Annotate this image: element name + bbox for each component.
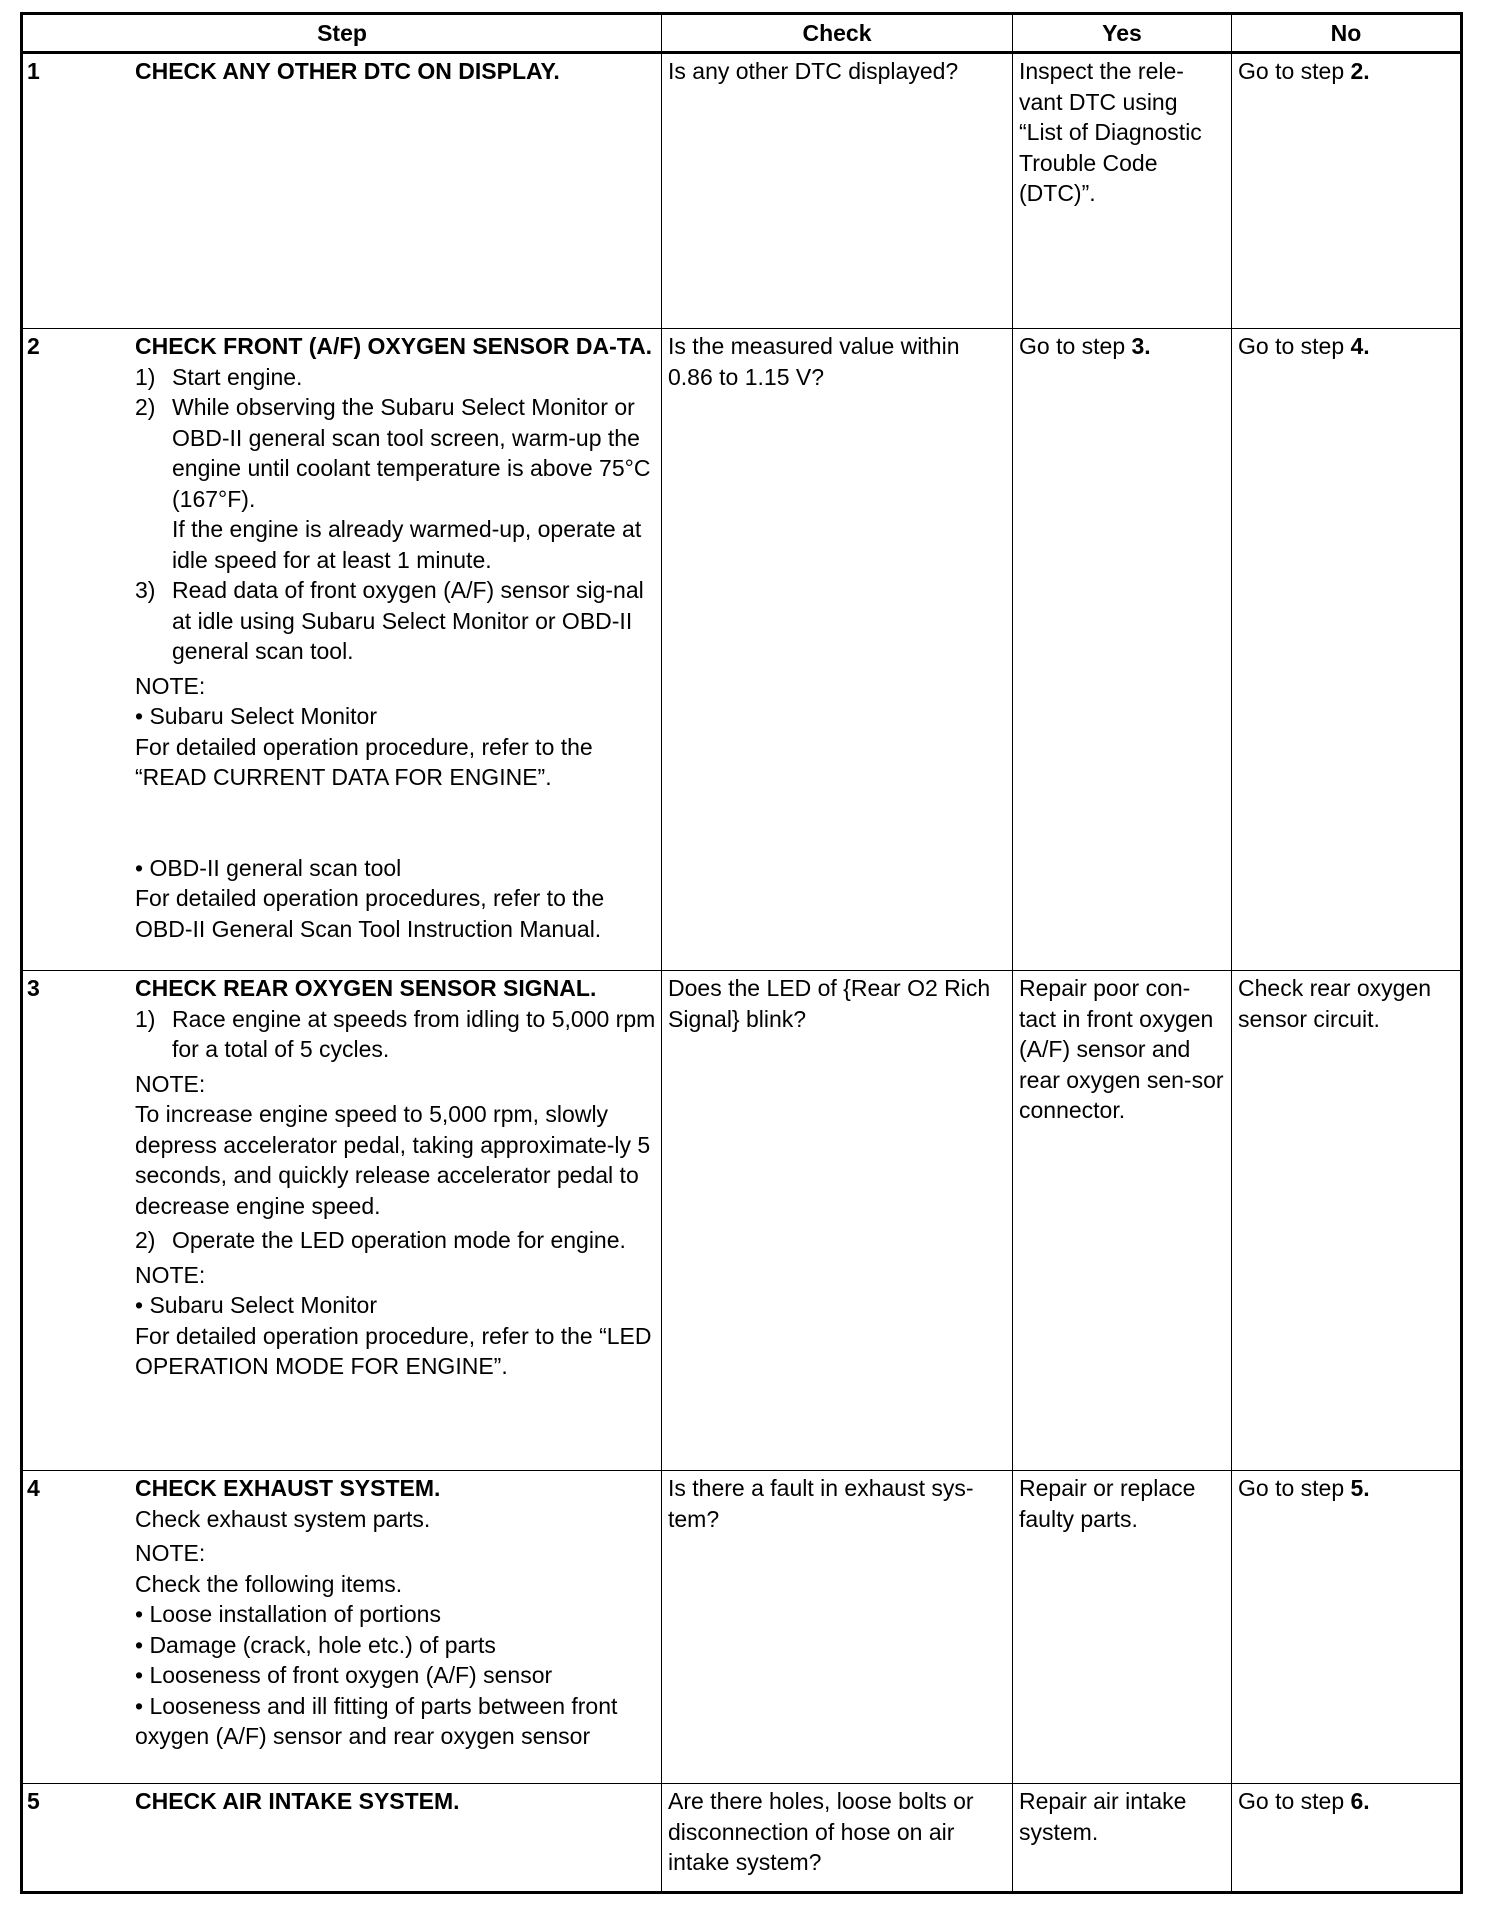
step-title: CHECK FRONT (A/F) OXYGEN SENSOR DA-TA. [135, 333, 653, 359]
note-label: NOTE: [135, 672, 206, 699]
step-title: CHECK EXHAUST SYSTEM. [135, 1475, 441, 1501]
note-label: NOTE: [135, 1261, 206, 1288]
procedure-list [135, 362, 659, 667]
list-item [135, 392, 659, 575]
item-text: Start engine. [172, 363, 303, 390]
item-text: Race engine at speeds from idling to 5,000 rpm for a total of 5 cycles. [172, 1005, 656, 1062]
table-row [22, 53, 1462, 329]
item-text-continued: If the engine is already warmed-up, operate at idle speed for at least 1 minute. [172, 516, 642, 573]
step-reference: 6. [1350, 1788, 1370, 1814]
step-title: CHECK AIR INTAKE SYSTEM. [135, 1788, 460, 1814]
item-text: Operate the LED operation mode for engine. [172, 1227, 626, 1253]
yes-cell: Repair or replace faulty parts. [1013, 1471, 1232, 1784]
item-number: 2) [135, 1227, 156, 1253]
step-number: 2 [27, 333, 40, 359]
note-bullet: • Looseness and ill fitting of parts between front oxygen (A/F) sensor and rear oxygen sensor [135, 1692, 618, 1749]
step-cell [22, 971, 662, 1471]
no-text: Go to step [1238, 333, 1351, 359]
yes-cell [1013, 329, 1232, 971]
no-cell [1232, 1471, 1462, 1784]
step-cell [22, 329, 662, 971]
note-text: Check the following items. [135, 1570, 403, 1597]
note-text: To increase engine speed to 5,000 rpm, slowly depress accelerator pedal, taking approximate-ly 5 seconds, and quickly release accelerator pedal to decrease engine speed. [135, 1101, 651, 1219]
no-cell [1232, 329, 1462, 971]
note-bullet: • Subaru Select Monitor [135, 703, 378, 729]
header-step: Step [22, 14, 662, 53]
note-text: For detailed operation procedure, refer to the “LED OPERATION MODE FOR ENGINE”. [135, 1322, 652, 1379]
step-reference: 4. [1350, 333, 1370, 359]
note-bullet: • Looseness of front oxygen (A/F) sensor [135, 1662, 553, 1688]
step-cell [22, 1784, 662, 1893]
list-item [135, 1225, 659, 1256]
no-text: Go to step [1238, 58, 1351, 84]
step-subtitle: Check exhaust system parts. [135, 1505, 431, 1532]
note-block [135, 1260, 659, 1382]
item-text: Read data of front oxygen (A/F) sensor sig-nal at idle using Subaru Select Monitor or OBD-II general scan tool. [172, 577, 644, 664]
step-title: CHECK REAR OXYGEN SENSOR SIGNAL. [135, 975, 597, 1001]
header-row [22, 14, 1462, 53]
note-bullet: • OBD-II general scan tool [135, 854, 402, 881]
diagnostic-table [20, 12, 1463, 1894]
step-number: 5 [27, 1788, 40, 1814]
header-yes: Yes [1013, 14, 1232, 53]
no-text: Go to step [1238, 1788, 1351, 1814]
step-number: 3 [27, 975, 40, 1001]
yes-cell: Repair poor con-tact in front oxygen (A/F) sensor and rear oxygen sen-sor connector. [1013, 971, 1232, 1471]
note-text: For detailed operation procedures, refer to the OBD-II General Scan Tool Instruction Manual. [135, 885, 605, 942]
step-reference: 5. [1350, 1475, 1370, 1501]
item-text-group [172, 392, 659, 575]
table-row [22, 1784, 1462, 1893]
note-text: For detailed operation procedure, refer to the “READ CURRENT DATA FOR ENGINE”. [135, 733, 593, 790]
step-reference: 3. [1131, 333, 1151, 359]
no-cell [1232, 53, 1462, 329]
step-cell [22, 53, 662, 329]
yes-cell: Inspect the rele-vant DTC using “List of Diagnostic Trouble Code (DTC)”. [1013, 53, 1232, 329]
table-row [22, 971, 1462, 1471]
table-header [22, 14, 1462, 53]
check-cell: Is there a fault in exhaust sys-tem? [662, 1471, 1013, 1784]
check-cell: Does the LED of {Rear O2 Rich Signal} blink? [662, 971, 1013, 1471]
item-number: 2) [135, 394, 156, 420]
step-reference: 2. [1350, 58, 1370, 84]
no-cell [1232, 1784, 1462, 1893]
note-bullet: • Subaru Select Monitor [135, 1292, 378, 1318]
note-block [135, 671, 659, 945]
note-block [135, 1538, 659, 1752]
check-cell: Are there holes, loose bolts or disconnection of hose on air intake system? [662, 1784, 1013, 1893]
note-block [135, 1069, 659, 1222]
item-number: 1) [135, 1005, 156, 1032]
note-bullet: • Loose installation of portions [135, 1601, 441, 1627]
yes-text: Go to step [1019, 333, 1132, 359]
list-item [135, 575, 659, 667]
note-label: NOTE: [135, 1540, 206, 1566]
step-number: 4 [27, 1475, 40, 1501]
list-item [135, 362, 659, 393]
item-text: While observing the Subaru Select Monitor or OBD-II general scan tool screen, warm-up the engine until coolant temperature is above 75°C (167°F). [172, 394, 651, 512]
table-row [22, 1471, 1462, 1784]
step-number: 1 [27, 58, 40, 84]
table-row [22, 329, 1462, 971]
header-check: Check [662, 14, 1013, 53]
note-label: NOTE: [135, 1070, 206, 1097]
header-no: No [1232, 14, 1462, 53]
item-number: 3) [135, 577, 156, 603]
step-title: CHECK ANY OTHER DTC ON DISPLAY. [135, 58, 560, 84]
list-item [135, 1004, 659, 1065]
item-number: 1) [135, 363, 156, 390]
check-cell: Is the measured value within 0.86 to 1.15 V? [662, 329, 1013, 971]
check-cell: Is any other DTC displayed? [662, 53, 1013, 329]
no-cell: Check rear oxygen sensor circuit. [1232, 971, 1462, 1471]
no-text: Go to step [1238, 1475, 1351, 1501]
yes-cell: Repair air intake system. [1013, 1784, 1232, 1893]
note-bullet: • Damage (crack, hole etc.) of parts [135, 1631, 496, 1658]
step-cell [22, 1471, 662, 1784]
